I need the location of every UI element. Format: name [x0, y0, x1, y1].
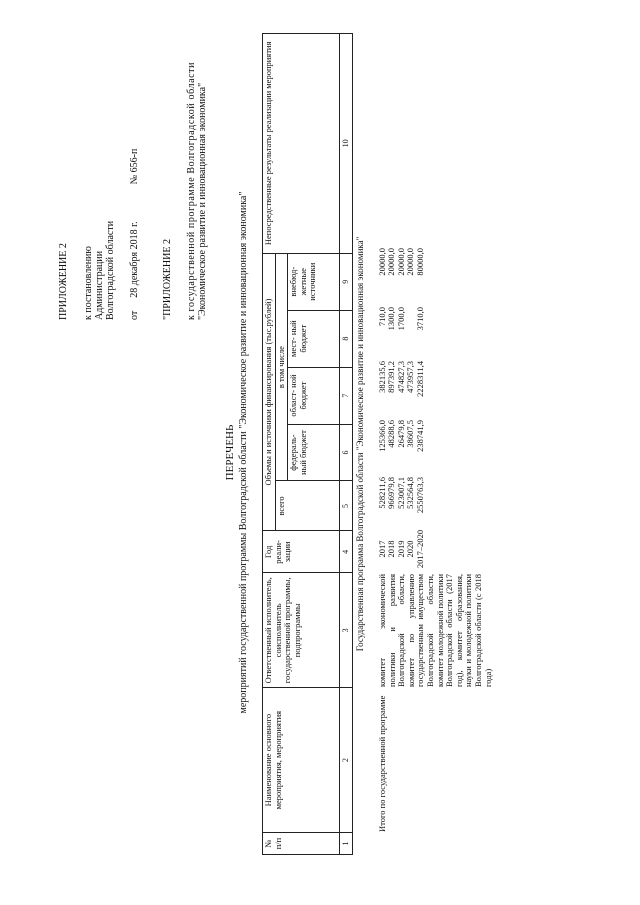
regional-column: [378, 361, 425, 418]
header-local: мест- ный бюджет: [288, 310, 340, 367]
federal-cell: 48288,6: [386, 420, 397, 448]
appendix-line-1: к постановлению: [83, 246, 94, 320]
header-executor: Ответственный исполнитель, соисполнитель государственной программы, подпрограммы: [263, 573, 340, 688]
extra-column: [378, 248, 425, 303]
extra-cell: 20000,0: [377, 248, 387, 276]
local-cell: 1700,0: [395, 307, 406, 331]
year-cell: 2019: [395, 540, 406, 558]
extra-cell: 80000,0: [414, 248, 425, 276]
total-cell: 2550763,3: [414, 477, 425, 514]
quote-appendix-title: "ПРИЛОЖЕНИЕ 2: [162, 239, 173, 320]
header-regional: област- ной бюджет: [288, 367, 340, 424]
document-subtitle: мероприятий государственной программы Волгоградской области "Экономическое развитие и инновационная экономика": [238, 191, 249, 714]
local-cell: 1300,0: [386, 307, 397, 331]
header-federal: федераль- ный бюджет: [288, 424, 340, 481]
year-cell: 2018: [386, 540, 397, 558]
section-title: Государственная программа Волгоградской области "Экономическое развитие и инновационная экономика": [355, 236, 365, 652]
header-table: [262, 33, 353, 855]
total-cell: 523007,1: [395, 477, 406, 509]
header-including: в том числе: [275, 253, 288, 481]
col-number-1: 1: [340, 833, 353, 855]
appendix-line-2: Администрации: [94, 250, 105, 320]
header-year: Год реали- зации: [263, 531, 340, 573]
extra-cell: 20000,0: [386, 248, 397, 276]
regional-cell: 2228311,4: [414, 361, 425, 397]
col-number-5: 5: [340, 481, 353, 531]
col-number-10: 10: [340, 34, 353, 254]
year-cell: 2017: [377, 540, 387, 558]
year-cell: 2017–2020: [414, 529, 425, 569]
local-column: [378, 307, 425, 359]
header-extra: внебюд- жетные источники: [288, 253, 340, 310]
header-results: Непосредственные результаты реализации мероприятия: [263, 34, 340, 254]
col-number-4: 4: [340, 531, 353, 573]
years-column: [378, 528, 425, 570]
col-number-9: 9: [340, 253, 353, 310]
total-cell: 966979,8: [386, 477, 397, 509]
local-cell: 710,0: [377, 307, 387, 327]
federal-cell: 38607,5: [405, 420, 416, 448]
local-cell: 3710,0: [414, 307, 425, 331]
total-column: [378, 477, 425, 527]
executor-text: комитет экономической политики и развития Волгоградской области, комитет по управлению государственным имуществом Волгоградской области, комитет молодежной политики Волгоградской области (2017 год), комитет образования, науки и молодежной политики Волгоградской области (с 2018 года): [377, 574, 493, 687]
appendix-line-3: Волгоградской области: [105, 220, 116, 320]
col-number-7: 7: [340, 367, 353, 424]
header-total: всего: [275, 481, 340, 531]
total-cell: 528211,6: [377, 477, 387, 509]
federal-cell: 26479,8: [395, 420, 406, 448]
program-line-2: "Экономическое развитие и инновационная экономика": [197, 82, 208, 320]
header-name: Наименование основного мероприятия, мероприятия: [263, 688, 340, 833]
header-funding: Объемы и источники финансирования (тыс.рублей): [263, 253, 276, 531]
appendix-title: ПРИЛОЖЕНИЕ 2: [58, 243, 69, 320]
total-row-label: Итого по государственной программе: [377, 695, 387, 832]
decree-number: № 656-п: [129, 148, 140, 185]
header-num: № п/п: [263, 833, 340, 855]
extra-cell: 20000,0: [395, 248, 406, 276]
total-cell: 532564,8: [405, 477, 416, 509]
document-title: ПЕРЕЧЕНЬ: [224, 424, 236, 481]
regional-cell: 382135,6: [377, 361, 387, 393]
col-number-2: 2: [340, 688, 353, 833]
regional-cell: 474827,3: [395, 361, 406, 393]
program-line-1: к государственной программе Волгоградской области: [186, 61, 197, 320]
federal-column: [378, 420, 425, 475]
extra-cell: 20000,0: [405, 248, 416, 276]
federal-cell: 238741,9: [414, 420, 425, 452]
appendix-date-line: [129, 149, 140, 320]
regional-cell: 473957,3: [405, 361, 416, 393]
regional-cell: 897391,2: [386, 361, 397, 393]
col-number-6: 6: [340, 424, 353, 481]
date-prefix: от: [129, 310, 140, 320]
col-number-8: 8: [340, 310, 353, 367]
date-value: 28 декабря 2018 г.: [129, 221, 140, 298]
federal-cell: 125366,0: [377, 420, 387, 452]
year-cell: 2020: [405, 540, 416, 558]
col-number-3: 3: [340, 573, 353, 688]
